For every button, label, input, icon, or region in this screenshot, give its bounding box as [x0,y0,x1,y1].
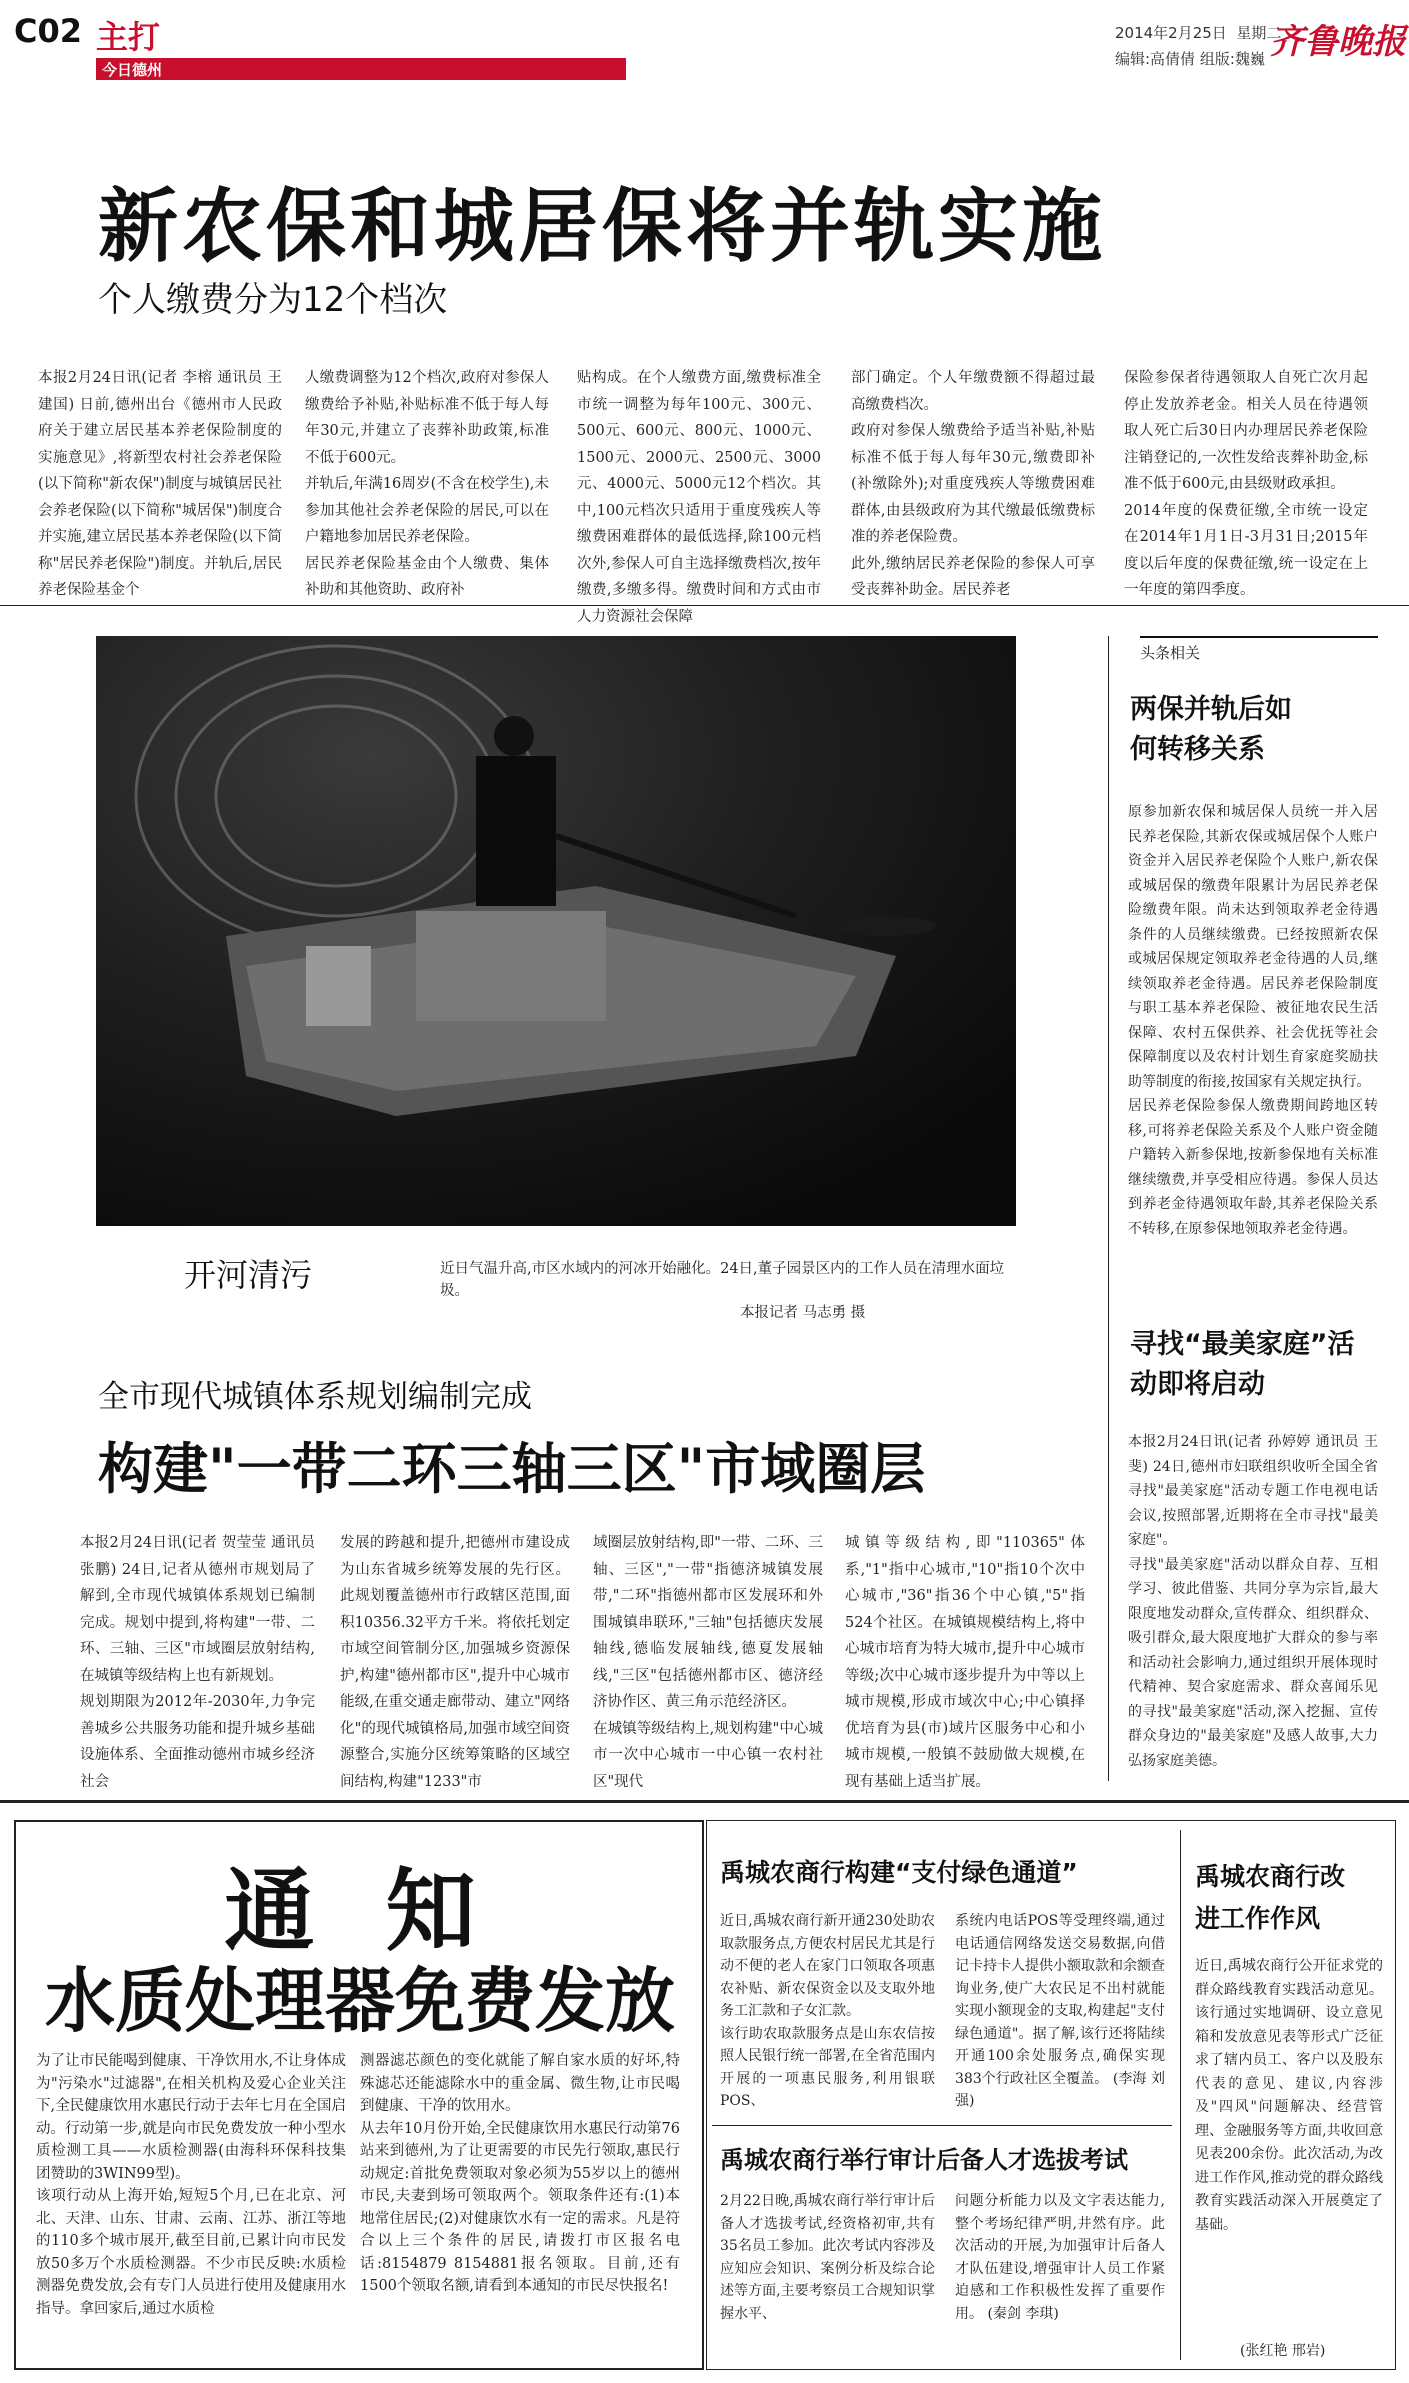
header-date: 2014年2月25日 星期二 [1115,24,1282,42]
main-col-5: 保险参保者待遇领取人自死亡次月起停止发放养老金。相关人员在待遇领取人死亡后30日内办理居民养老保险注销登记的,一次性发给丧葬补助金,标准不低于600元,由县级财政承担。 2014年度的保费征缴,全市统一设定在2014年1月1日-3月31日;2015年度以后年度的保费征缴,统一设定在上一年度的第四季度。 [1124,370,1368,598]
main-col-3: 贴构成。在个人缴费方面,缴费标准全市统一调整为每年100元、300元、500元、600元、800元、1000元、1500元、2000元、2500元、3000元、4000元、5000元12个档次。其中,100元档次只适用于重度残疾人等缴费困难群体的最低选择,除100元档次外,参保人可自主选择缴费档次,按年缴费,多缴多得。缴费时间和方式由市人力资源社会保障 [577,370,821,625]
bank-a1-col-1: 近日,禹城农商行新开通230处助农取款服务点,方便农村居民尤其是行动不便的老人在家门口领取各项惠农补贴、新农保资金以及支取外地务工汇款和子女汇款。 该行助农取款服务点是山东农信按照人民银行统一部署,在全省范围内开展的一项惠民服务,利用银联POS、 [720,1913,935,2109]
divider [0,1800,1409,1803]
urban-col-2: 发展的跨越和提升,把德州市建设成为山东省城乡统筹发展的先行区。此规划覆盖德州市行政辖区范围,面积10356.32平方千米。将依托划定市域空间管制分区,加强城乡资源保护,构建"德州都市区",提升中心城市能级,在重交通走廊带动、建立"网络化"的现代城镇格局,加强市域空间资源整合,实施分区统筹策略的区域空间结构,构建"1233"市 [340,1535,570,1790]
bank-a2-col-2: 问题分析能力以及文字表达能力,整个考场纪律严明,井然有序。此次活动的开展,为加强审计后备人才队伍建设,增强审计人员工作紧迫感和工作积极性发挥了重要作用。 (秦剑 李琪) [955,2193,1165,2322]
urban-col-4: 城镇等级结构,即"110365"体系,"1"指中心城市,"10"指10个次中心城市,"36"指36个中心镇,"5"指524个社区。在城镇规模结构上,将中心城市培育为特大城市,提升中心城市等级;次中心城市逐步提升为中等以上城市规模,形成市域次中心;中心镇择优培育为县(市)域片区服务中心和小城市规模,一般镇不鼓励做大规模,在现有基础上适当扩展。 [845,1535,1085,1790]
photo-title: 开河清污 [184,1256,313,1294]
divider [712,2125,1172,2126]
photo-river-cleanup [96,636,1016,1226]
sidebar-tag: 头条相关 [1140,636,1378,663]
page-header [0,0,1409,95]
notice-subtitle: 水质处理器免费发放 [45,1960,675,2042]
bank-a3-body: 近日,禹城农商行公开征求党的群众路线教育实践活动意见。该行通过实地调研、设立意见箱和发放意见表等形式广泛征求了辖内员工、客户以及股东代表的意见、建议,内容涉及"四风"问题解决、经营管理、金融服务等方面,共收回意见表200余份。此次活动,为改进工作作风,推动党的群众路线教育实践活动深入开展奠定了基础。 [1195,1958,1383,2233]
sidebar-article2-body: 本报2月24日讯(记者 孙婷婷 通讯员 王斐) 24日,德州市妇联组织收听全国全省寻找"最美家庭"活动专题工作电视电话会议,按照部署,近期将在全市寻找"最美家庭"。 寻找"最美家庭"活动以群众自荐、互相学习、彼此借鉴、共同分享为宗旨,最大限度地发动群众,宣传群众、组织群众、吸引群众,最大限度地扩大群众的参与率和活动社会影响力,通过组织开展体现时代精神、契合家庭需求、群众喜闻乐见的寻找"最美家庭"活动,深入挖掘、宣传群众身边的"最美家庭"及感人故事,大力弘扬家庭美德。 [1128,1434,1378,1769]
page-code: C02 [14,12,83,50]
notice-col-1: 为了让市民能喝到健康、干净饮用水,不让身体成为"污染水"过滤器",在相关机构及爱心企业关注下,全民健康饮用水惠民行动于去年七月在全国启动。行动第一步,就是向市民免费发放一种小型水质检测工具——水质检测器(由海科环保科技集团赞助的3WIN99型)。 该项行动从上海开始,短短5个月,已在北京、河北、天津、山东、甘肃、云南、江苏、浙江等地的110多个城市展开,截至目前,已累计向市民发放50多万个水质检测器。不少市民反映:水质检测器免费发放,会有专门人员进行使用及健康用水指导。拿回家后,通过水质检 [36,2053,346,2317]
main-col-2: 人缴费调整为12个档次,政府对参保人缴费给予补贴,补贴标准不低于每人每年30元,并建立了丧葬补助政策,标准不低于600元。 并轨后,年满16周岁(不含在校学生),未参加其他社会养老保险的居民,可以在户籍地参加居民养老保险。 居民养老保险基金由个人缴费、集体补助和其他资助、政府补 [305,370,549,598]
sidebar-article1-body: 原参加新农保和城居保人员统一并入居民养老保险,其新农保或城居保个人账户资金并入居民养老保险个人账户,新农保或城居保的缴费年限累计为居民养老保险缴费年限。尚未达到领取养老金待遇条件的人员继续缴费。已经按照新农保或城居保规定领取养老金待遇的人员,继续领取养老金待遇。居民养老保险制度与职工基本养老保险、被征地农民生活保障、农村五保供养、社会优抚等社会保障制度以及农村计划生育家庭奖励扶助等制度的衔接,按国家有关规定执行。 居民养老保险参保人缴费期间跨地区转移,可将养老保险关系及个人账户资金随户籍转入新参保地,按新参保地有关标准继续缴费,并享受相应待遇。参保人员达到养老金待遇领取年龄,其养老保险关系不转移,在原参保地领取养老金待遇。 [1128,804,1378,1237]
urban-kicker: 全市现代城镇体系规划编制完成 [98,1379,532,1415]
notice-col-2: 测器滤芯颜色的变化就能了解自家水质的好坏,特殊滤芯还能滤除水中的重金属、微生物,让市民喝到健康、干净的饮用水。 从去年10月份开始,全民健康饮用水惠民行动第76站来到德州,为了让更需要的市民先行领取,惠民行动规定:首批免费领取对象必须为55岁以上的德州市民,夫妻到场可领取两个。领取条件还有:(1)本地常住居民;(2)对健康饮水有一定的需求。凡是符合以上三个条件的居民,请拨打市区报名电话:8154879 8154881报名领取。目前,还有1500个领取名额,请看到本通知的市民尽快报名! [360,2053,680,2294]
header-editors: 编辑:高倩倩 组版:魏巍 [1115,50,1265,68]
bank-divider [1180,1830,1181,2360]
bank-a2-title: 禹城农商行举行审计后备人才选拔考试 [720,2146,1128,2174]
main-col-1: 本报2月24日讯(记者 李榕 通讯员 王建国) 日前,德州出台《德州市人民政府关于建立居民基本养老保险制度的实施意见》,将新型农村社会养老保险(以下简称"新农保")制度与城镇居民社会养老保险(以下简称"城居保")制度合并实施,建立居民基本养老保险(以下简称"居民养老保险")制度。并轨后,居民养老保险基金个 [38,370,282,598]
section-label: 主打 [96,18,161,56]
sidebar-article1-title: 两保并轨后如何转移关系 [1130,694,1292,765]
main-col-4: 部门确定。个人年缴费额不得超过最高缴费档次。 政府对参保人缴费给予适当补贴,补贴标准不低于每人每年30元,缴费即补(补缴除外);对重度残疾人等缴费困难群体,由县级政府为其代缴最低缴费标准的养老保险费。 此外,缴纳居民养老保险的参保人可享受丧葬补助金。居民养老 [851,370,1095,598]
bank-a1-title: 禹城农商行构建“支付绿色通道” [720,1858,1078,1887]
brand-logo: 齐鲁晚报 [1270,22,1406,62]
sidebar-divider [1108,636,1109,1781]
main-headline: 新农保和城居保将并轨实施 [98,180,1106,273]
subsection-bar [96,58,626,80]
sidebar-article2-title: 寻找“最美家庭”活动即将启动 [1130,1329,1355,1400]
bank-a1-col-2: 系统内电话POS等受理终端,通过电话通信网络发送交易数据,向借记卡持卡人提供小额取款和余额查询业务,使广大农民足不出村就能实现小额现金的支取,构建起"支付绿色通道"。据了解,该行还将陆续开通100余处服务点,确保实现383个行政社区全覆盖。 (李海 刘强) [955,1913,1165,2109]
bank-a3-title: 禹城农商行改进工作作风 [1195,1862,1346,1933]
photo-caption: 近日气温升高,市区水域内的河冰开始融化。24日,董子园景区内的工作人员在清理水面垃圾。 本报记者 马志勇 摄 [440,1261,1005,1321]
notice-title: 通 知 [224,1859,496,1964]
urban-col-3: 域圈层放射结构,即"一带、二环、三轴、三区","一带"指德济城镇发展带,"二环"指德州都市区发展环和外围城镇串联环,"三轴"包括德庆发展轴线,德临发展轴线,德夏发展轴线,"三区"包括德州都市区、德济经济协作区、黄三角示范经济区。 在城镇等级结构上,规划构建"中心城市一次中心城市一中心镇一农村社区"现代 [593,1535,823,1790]
urban-col-1: 本报2月24日讯(记者 贺莹莹 通讯员 张鹏) 24日,记者从德州市规划局了解到,全市现代城镇体系规划已编制完成。规划中提到,将构建"一带、二环、三轴、三区"市域圈层放射结构,在城镇等级结构上也有新规划。 规划期限为2012年-2030年,力争完善城乡公共服务功能和提升城乡基础设施体系、全面推动德州市城乡经济社会 [80,1535,315,1790]
urban-headline: 构建"一带二环三轴三区"市域圈层 [98,1437,926,1501]
bank-a3-credit: (张红艳 邢岩) [1240,2343,1326,2359]
news-photo [96,636,1016,1226]
bank-a2-col-1: 2月22日晚,禹城农商行举行审计后备人才选拔考试,经资格初审,共有35名员工参加。此次考试内容涉及应知应会知识、案例分析及综合论述等方面,主要考察员工合规知识掌握水平、 [720,2193,935,2322]
divider [0,605,1409,606]
subsection-label: 今日德州 [102,61,163,79]
main-subheadline: 个人缴费分为12个档次 [98,280,448,320]
